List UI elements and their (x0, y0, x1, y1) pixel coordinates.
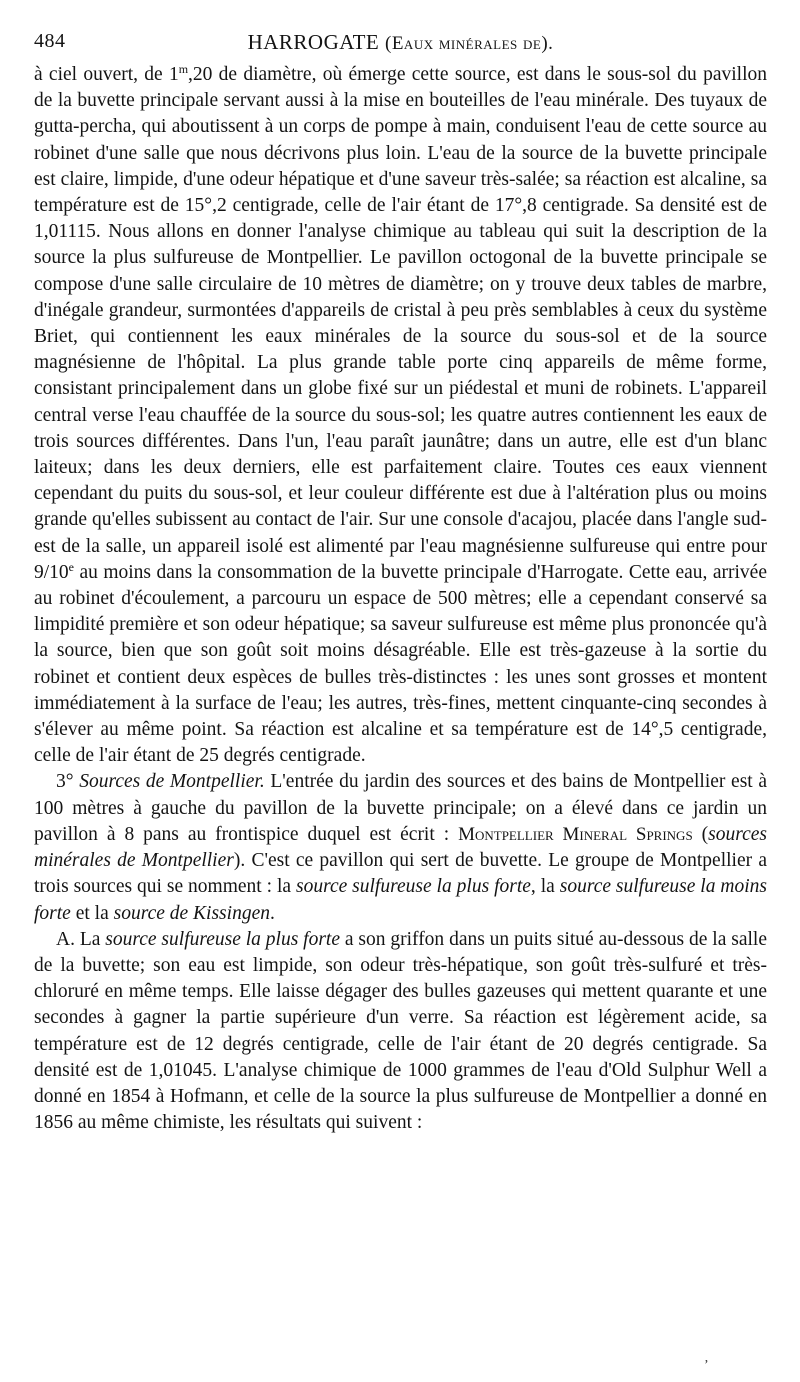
paragraph-text: ,20 de diamètre, où émerge cette source, est dans le sous-sol du pavillon de la buvette principale servant aussi à la mise en bouteilles de l'eau minérale. Des tuyaux de gutta-percha, qui aboutissent à un corps de pompe à main, conduisent l'eau de cette source au robinet d'une salle que nous décrivons plus loin. L'eau de la source de la buvette principale est claire, limpide, d'une odeur hépatique et d'une saveur très-salée; sa réaction est alcaline, sa température est de 15°,2 centigrade, celle de l'air étant de 17°,8 centigrade. Sa densité est de 1,01115. Nous allons en donner l'analyse chimique au tableau qui suit la description de la source la plus sulfureuse de Montpellier. Le pavillon octogonal de la buvette principale se compose d'une salle circulaire de 10 mètres de diamètre; on y trouve deux tables de marbre, d'inégale grandeur, surmontées d'appareils de cristal à peu près semblables à ceux du système Briet, qui contiennent les eaux minérales de la source du sous-sol et de la source magnésienne de l'hôpital. La plus grande table porte cinq appareils de même forme, consistant principalement dans un globe fixé sur un piédestal et muni de robinets. L'appareil central verse l'eau chauffée de la source du sous-sol; les quatre autres contiennent les eaux de trois sources différentes. Dans l'un, l'eau paraît jaunâtre; dans un autre, elle est d'un blanc laiteux; dans les deux derniers, elle est parfaitement claire. Toutes ces eaux viennent cependant du puits du sous-sol, et leur couleur différente est due à l'altération plus ou moins grande qu'elles subissent au contact de l'air. Sur une console d'acajou, placée dans l'angle sud-est de la salle, un appareil isolé est alimenté par l'eau magnésienne sulfureuse qui entre pour 9/10 (34, 64, 767, 583)
running-header (34, 26, 767, 62)
paragraph-text: a son griffon dans un puits situé au-dessous de la salle de la buvette; son eau est limpide, son odeur très-hépatique, son goût très-sulfuré et très-chloruré en même temps. Elle laisse dégager des bulles gazeuses qui mettent quarante et une secondes à gagner la partie supérieure d'un verre. Sa réaction est légèrement acide, sa température est de 12 degrés centigrade, celle de l'air étant de 20 degrés centigrade. Sa densité est de 1,01045. L'analyse chimique de 1000 grammes de l'eau d'Old Sulphur Well a donné en 1854 à Hofmann, et celle de la source la plus sulfureuse de Montpellier a donné en 1856 au même chimiste, les résultats qui suivent : (34, 928, 767, 1134)
document-page (34, 26, 767, 1136)
section-heading: Sources de Montpellier. (79, 771, 265, 793)
page-number: 484 (34, 30, 66, 52)
paragraph-text: à ciel ouvert, de 1 (34, 64, 179, 85)
ink-mark: ’ (704, 1358, 709, 1373)
paragraph-text: L'entrée du jardin des sources et des bains de Montpellier est à 100 mètres à gauche du pavillon de la buvette principale; on a élevé dans ce jardin un pavillon à 8 pans au frontispice duquel est écrit : (34, 771, 768, 845)
running-title (34, 30, 767, 55)
source-name: source sulfureuse la moins forte (34, 876, 767, 924)
running-title-sub: (Eaux minérales de). (385, 33, 554, 54)
paragraph-text: La (74, 928, 106, 950)
section-number: 3° (56, 771, 74, 793)
paragraph-text: ( (692, 823, 709, 845)
section-heading: source sulfureuse la plus forte (105, 928, 341, 950)
paragraph-sources-montpellier (34, 769, 767, 926)
source-name: source sulfureuse la plus forte (295, 876, 531, 898)
paragraph-text: et la (70, 902, 114, 924)
superscript: e (68, 559, 74, 574)
paragraph-source-sulfureuse-forte (34, 927, 767, 1137)
paragraph-text: , la (530, 876, 560, 898)
source-name: source de Kissingen (113, 902, 270, 924)
inscription-translation: sources minérales de Montpellier (34, 823, 767, 872)
superscript: m (178, 62, 189, 76)
running-title-main: HARROGATE (247, 30, 380, 54)
body-text (34, 62, 767, 1136)
paragraph-text: au moins dans la consommation de la buvette principale d'Harrogate. Cette eau, arrivée au robinet d'écoulement, a parcouru un espace de 500 mètres; elle a cependant conservé sa limpidité première et son odeur hépatique; sa saveur sulfureuse est même plus prononcée qu'à la source, bien que son goût soit moins désagréable. Elle est très-gazeuse à la sortie du robinet et contient deux espèces de bulles très-distinctes : les unes sont grosses et montent immédiatement à la surface de l'eau; les autres, très-fines, mettent cinquante-cinq secondes à s'élever au même point. Sa réaction est alcaline et sa température est de 14°,5 centigrade, celle de l'air étant de 25 degrés centigrade. (34, 561, 767, 767)
section-letter: A. (56, 928, 75, 950)
inscription: Montpellier Mineral Springs (458, 823, 693, 845)
paragraph-text: . (269, 902, 275, 924)
paragraph-text: ). C'est ce pavillon qui sert de buvette. Le groupe de Montpellier a trois sources qui se nomment : la (34, 850, 767, 898)
paragraph-buvette-principale (34, 62, 767, 769)
